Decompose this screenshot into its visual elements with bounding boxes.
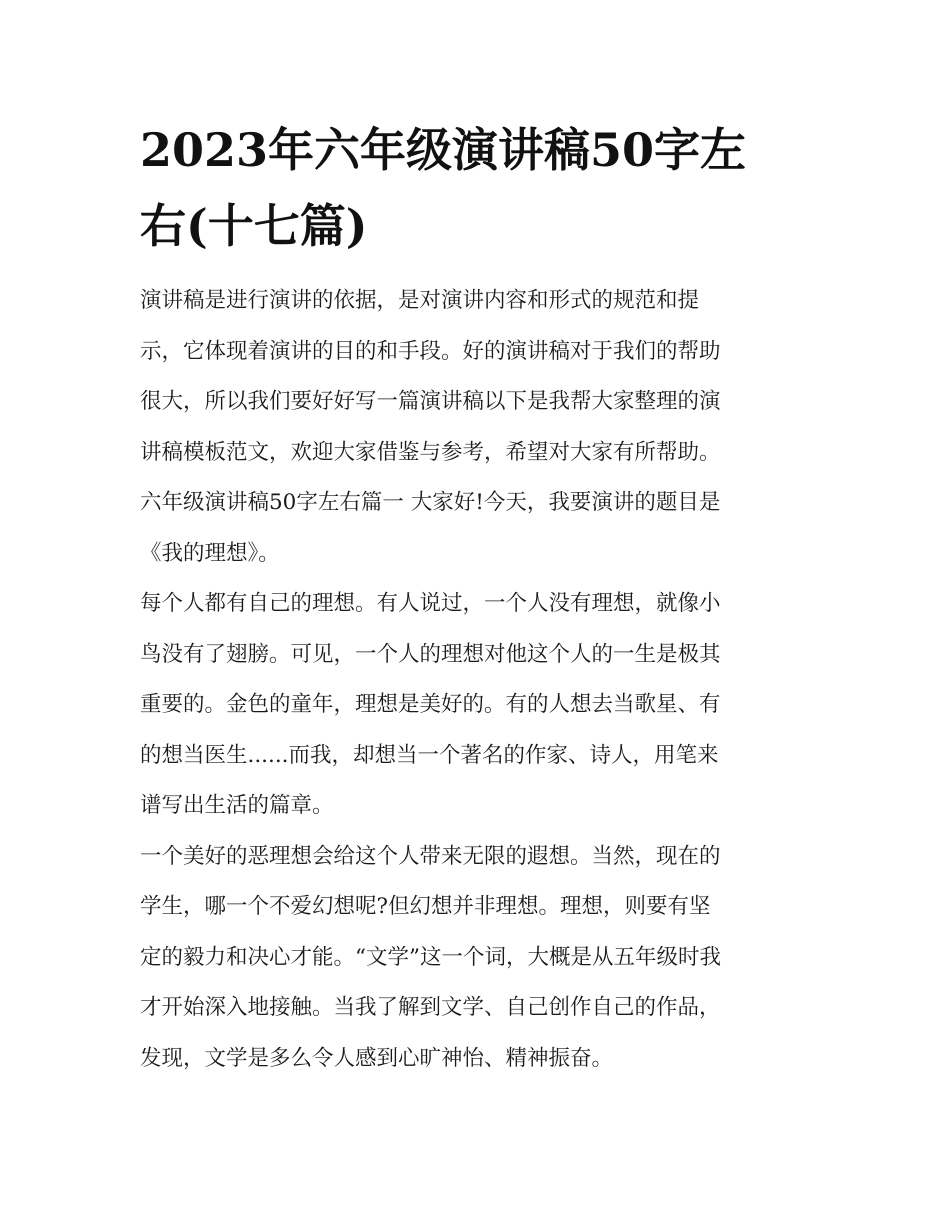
title-line: 2023年六年级演讲稿50字左 [140,123,747,177]
document-title [140,112,820,264]
body-line: 的想当医生......而我，却想当一个著名的作家、诗人，用笔来 [140,742,719,768]
body-line: 讲稿模板范文，欢迎大家借鉴与参考，希望对大家有所帮助。 [140,439,721,465]
body-line: 发现，文学是多么令人感到心旷神怡、精神振奋。 [140,1045,614,1071]
body-line: 谱写出生活的篇章。 [140,793,334,818]
body-line: 重要的。金色的童年，理想是美好的。有的人想去当歌星、有 [140,692,721,717]
body-line: 一个美好的恶理想会给这个人带来无限的遐想。当然，现在的 [140,843,721,869]
body-line: 学生，哪一个不爱幻想呢?但幻想并非理想。理想，则要有坚 [140,894,711,919]
body-line: 示，它体现着演讲的目的和手段。好的演讲稿对于我们的帮助 [140,338,721,364]
body-line: 六年级演讲稿50字左右篇一 大家好!今天，我要演讲的题目是 [140,490,721,515]
body-line: 鸟没有了翅膀。可见，一个人的理想对他这个人的一生是极其 [140,641,721,667]
document-body [140,276,830,1084]
title-line: 右(十七篇) [140,199,368,253]
body-line: 很大，所以我们要好好写一篇演讲稿以下是我帮大家整理的演 [140,389,721,414]
body-line: 《我的理想》。 [140,540,280,566]
body-line: 定的毅力和决心才能。“文学”这一个词，大概是从五年级时我 [140,944,721,970]
body-line: 才开始深入地接触。当我了解到文学、自己创作自己的作品， [140,995,721,1020]
body-line: 每个人都有自己的理想。有人说过，一个人没有理想，就像小 [140,591,721,616]
body-line: 演讲稿是进行演讲的依据，是对演讲内容和形式的规范和提 [140,288,700,313]
